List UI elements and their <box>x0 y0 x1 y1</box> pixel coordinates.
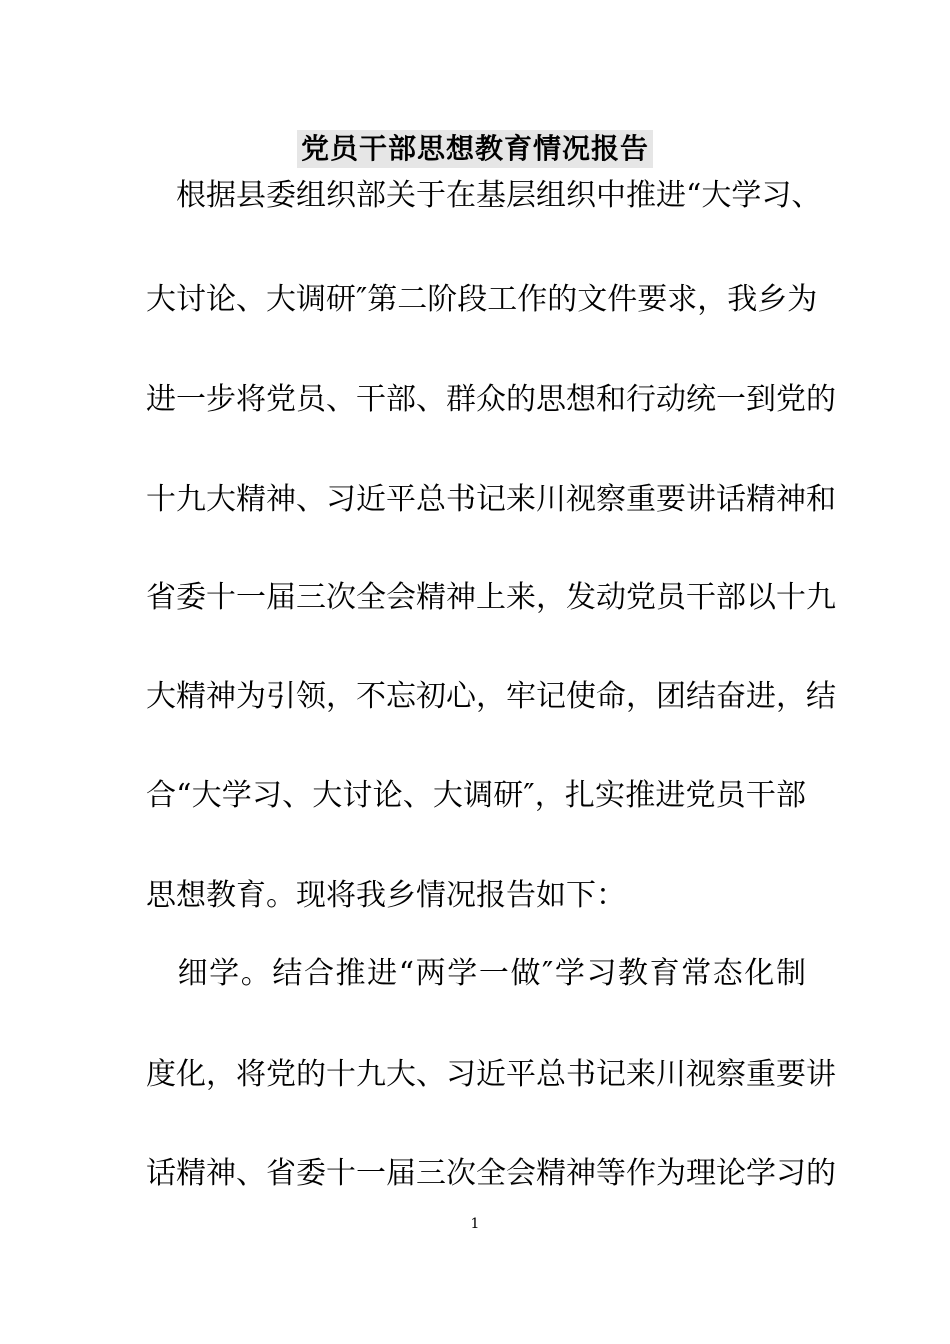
paragraph-2-line: 度化，将党的十九大、习近平总书记来川视察重要讲 <box>146 1057 836 1092</box>
paragraph-1-line: 省委十一届三次全会精神上来，发动党员干部以十九 <box>146 580 836 615</box>
title-container <box>0 130 950 168</box>
paragraph-1-line: 思想教育。现将我乡情况报告如下： <box>146 878 626 913</box>
paragraph-2-line: 细学。结合推进“两学一做″学习教育常态化制 <box>146 956 806 991</box>
paragraph-2-line: 话精神、省委十一届三次全会精神等作为理论学习的 <box>146 1156 836 1191</box>
paragraph-1-line: 进一步将党员、干部、群众的思想和行动统一到党的 <box>146 382 836 417</box>
paragraph-1-line: 合“大学习、大讨论、大调研″，扎实推进党员干部 <box>146 778 806 813</box>
paragraph-1-line: 大讨论、大调研″第二阶段工作的文件要求，我乡为 <box>146 282 818 317</box>
paragraph-1-line: 大精神为引领，不忘初心，牢记使命，团结奋进，结 <box>146 679 836 714</box>
document-title: 党员干部思想教育情况报告 <box>297 130 653 168</box>
page-number: 1 <box>470 1216 480 1232</box>
paragraph-1-line: 根据县委组织部关于在基层组织中推进“大学习、 <box>146 178 822 213</box>
paragraph-1-line: 十九大精神、习近平总书记来川视察重要讲话精神和 <box>146 482 836 517</box>
